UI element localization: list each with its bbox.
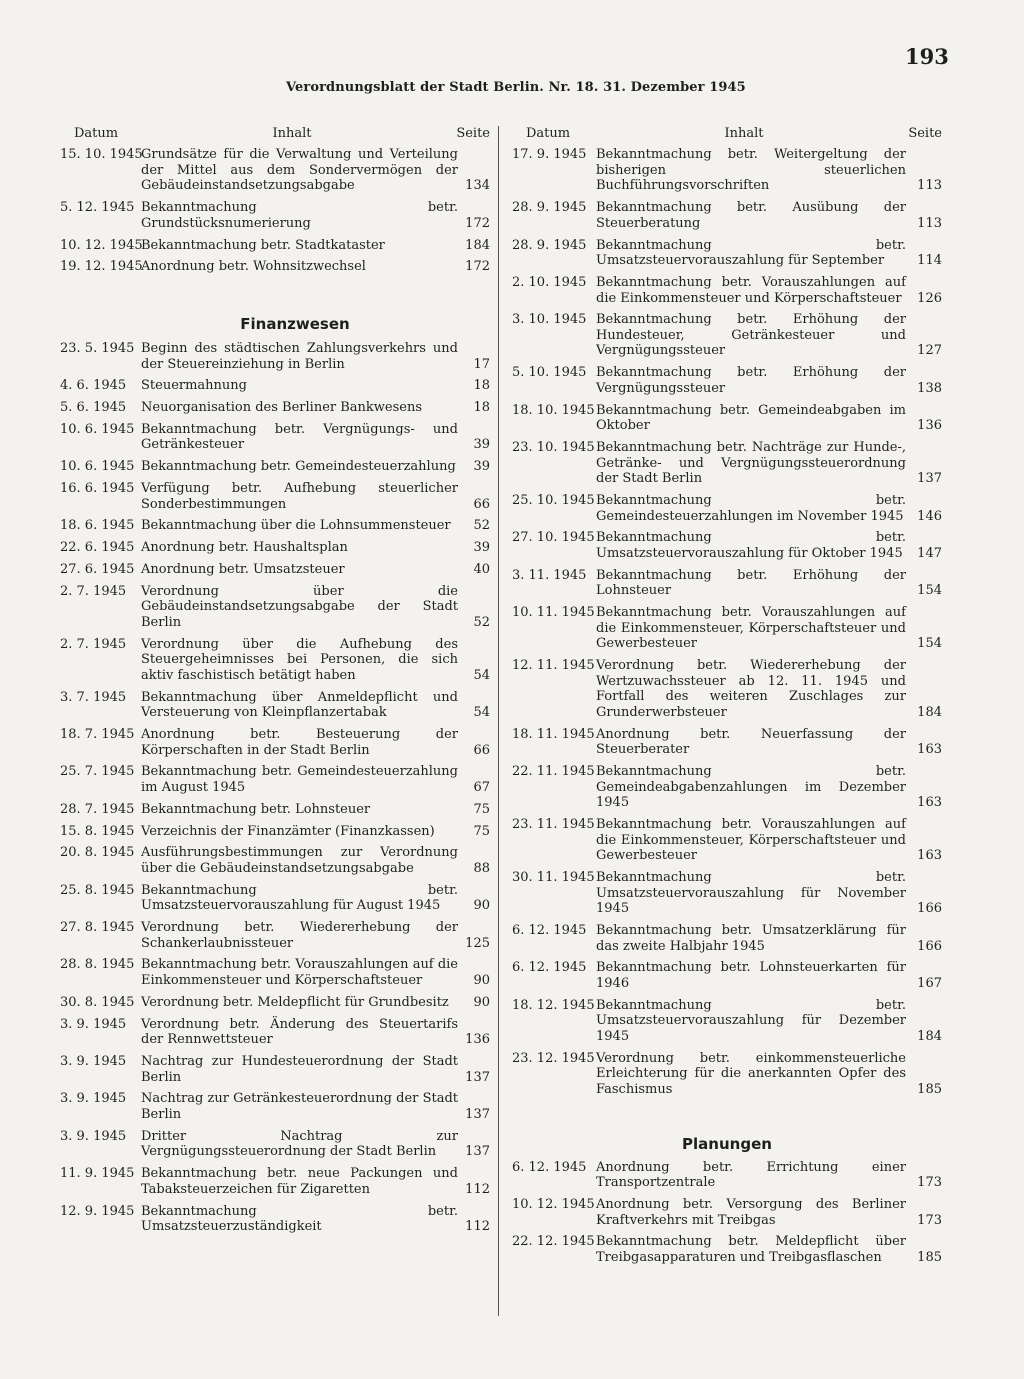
entry-date: 12. 9. 1945 (60, 1203, 135, 1219)
entry-date: 3. 9. 1945 (60, 1054, 127, 1069)
entry-text: Neuorganisation des Berliner Bankwesens (141, 400, 423, 416)
entry-text: Bekanntmachung betr. Gemeindesteuerzahlung im August 1945 (141, 764, 458, 795)
entry-page: 163 (917, 848, 942, 864)
entry-date: 22. 6. 1945 (60, 540, 135, 556)
entry-text: Verordnung betr. Änderung des Steuertarifs der Rennwettsteuer (141, 1016, 458, 1048)
index-entry (512, 275, 942, 306)
entry-date: 28. 8. 1945 (60, 957, 135, 973)
index-entry (60, 824, 490, 840)
index-entry (60, 995, 490, 1011)
left-entries-b (60, 341, 490, 1235)
index-entry (60, 259, 490, 275)
entry-date: 5. 6. 1945 (60, 400, 127, 416)
entry-text: Bekanntmachung betr. Lohnsteuerkarten für 1946 (596, 960, 906, 991)
entry-text: Bekanntmachung betr. Umsatzerklärung für das zweite Halbjahr 1945 (596, 922, 906, 954)
entry-date: 3. 10. 1945 (512, 312, 587, 328)
entry-text: Verordnung über die Gebäudeinstandsetzungsabgabe der Stadt Berlin (141, 583, 458, 630)
entry-page: 18 (473, 400, 490, 416)
entry-date: 18. 10. 1945 (512, 402, 595, 418)
entry-page: 18 (473, 378, 490, 394)
entry-page: 90 (473, 994, 490, 1010)
seite-header: Seite (908, 126, 942, 141)
entry-text: Bekanntmachung betr. Erhöhung der Vergnügungssteuer (596, 365, 906, 396)
entry-page: 154 (917, 583, 942, 599)
entry-text: Bekanntmachung betr. Gemeindeabgabenzahlungen im Dezember 1945 (596, 764, 906, 811)
index-entry (60, 584, 490, 631)
entry-date: 23. 12. 1945 (512, 1050, 595, 1066)
entry-page: 163 (917, 742, 942, 758)
entry-date: 3. 7. 1945 (60, 689, 127, 705)
entry-text: Anordnung betr. Besteuerung der Körperschaften in der Stadt Berlin (141, 727, 458, 758)
entry-date: 19. 12. 1945 (60, 259, 143, 275)
entry-text: Ausführungsbestimmungen zur Verordnung über die Gebäudeinstandsetzungsabgabe (141, 845, 458, 876)
inhalt-header: Inhalt (724, 126, 764, 141)
index-entry (512, 365, 942, 396)
entry-text: Bekanntmachung betr. Meldepflicht über Treibgasapparaturen und Treibgasflaschen (596, 1234, 906, 1265)
entry-date: 4. 6. 1945 (60, 378, 127, 394)
entry-text: Bekanntmachung betr. Umsatzsteuervorauszahlung für August 1945 (141, 882, 458, 914)
left-column (60, 122, 490, 1235)
entry-page: 185 (917, 1249, 942, 1265)
entry-page: 127 (917, 343, 942, 359)
entry-date: 6. 12. 1945 (512, 922, 587, 938)
entry-page: 167 (917, 975, 942, 991)
index-entry (60, 1129, 490, 1160)
entry-date: 10. 11. 1945 (512, 605, 595, 621)
left-column-header (60, 122, 490, 141)
entry-text: Grundsätze für die Verwaltung und Verteilung der Mittel aus dem Sondervermögen der Gebäudeinstandsetzungsabgabe (141, 147, 458, 194)
entry-date: 27. 6. 1945 (60, 561, 135, 577)
entry-page: 90 (473, 973, 490, 989)
index-entry (512, 200, 942, 231)
entry-page: 147 (917, 545, 942, 561)
entry-date: 10. 12. 1945 (60, 237, 143, 253)
entry-text: Bekanntmachung betr. Weitergeltung der bisherigen steuerlichen Buchführungsvorschriften (596, 147, 906, 194)
entry-date: 3. 9. 1945 (60, 1016, 127, 1032)
right-entries-b (512, 1160, 942, 1266)
index-entry (512, 998, 942, 1045)
entry-text: Dritter Nachtrag zur Vergnügungssteuerordnung der Stadt Berlin (141, 1128, 458, 1160)
entry-text: Steuermahnung (141, 378, 247, 394)
entry-text: Bekanntmachung über die Lohnsummensteuer (141, 518, 451, 534)
datum-header: Datum (73, 126, 119, 141)
index-entry (512, 764, 942, 811)
entry-text: Bekanntmachung betr. Nachträge zur Hunde-, Getränke- und Vergnügungssteuerordnung der Stadt Berlin (596, 440, 906, 487)
entry-page: 172 (465, 259, 490, 275)
page-number: 193 (905, 44, 949, 69)
index-entry (60, 238, 490, 254)
entry-date: 22. 11. 1945 (512, 764, 595, 779)
entry-page: 54 (473, 705, 490, 721)
entry-page: 113 (917, 215, 942, 231)
right-entries-a (512, 147, 942, 1097)
entry-date: 12. 11. 1945 (512, 658, 595, 674)
index-entry (512, 530, 942, 561)
entry-text: Bekanntmachung betr. Grundstücksnumerierung (141, 200, 458, 231)
entry-page: 90 (473, 898, 490, 914)
entry-date: 27. 10. 1945 (512, 530, 595, 546)
entry-date: 2. 7. 1945 (60, 636, 127, 652)
entry-page: 39 (473, 437, 490, 453)
right-column (512, 122, 942, 1266)
entry-text: Nachtrag zur Getränkesteuerordnung der Stadt Berlin (141, 1091, 458, 1122)
entry-page: 66 (473, 742, 490, 758)
entry-text: Anordnung betr. Neuerfassung der Steuerberater (596, 726, 906, 758)
index-entry (512, 870, 942, 917)
index-entry (512, 817, 942, 864)
index-entry (60, 459, 490, 475)
index-entry (60, 422, 490, 453)
index-entry (60, 1017, 490, 1048)
entry-text: Bekanntmachung betr. Umsatzsteuervorauszahlung für Oktober 1945 (596, 530, 906, 561)
index-entry (60, 957, 490, 988)
entry-text: Bekanntmachung betr. Gemeindeabgaben im Oktober (596, 402, 906, 434)
entry-page: 40 (473, 561, 490, 577)
entry-page: 75 (473, 823, 490, 839)
entry-date: 3. 11. 1945 (512, 567, 587, 583)
entry-date: 18. 6. 1945 (60, 518, 135, 534)
seite-header: Seite (456, 126, 490, 141)
entry-page: 75 (473, 801, 490, 817)
index-entry (512, 403, 942, 434)
index-entry (60, 562, 490, 578)
entry-date: 5. 10. 1945 (512, 365, 587, 381)
entry-text: Verzeichnis der Finanzämter (Finanzkassen) (141, 823, 435, 839)
entry-text: Bekanntmachung betr. Vorauszahlungen auf die Einkommensteuer, Körperschaftsteuer und Gewerbesteuer (596, 816, 906, 864)
index-entry (60, 920, 490, 951)
entry-text: Nachtrag zur Hundesteuerordnung der Stadt Berlin (141, 1054, 458, 1085)
entry-page: 172 (465, 215, 490, 231)
index-entry (60, 802, 490, 818)
entry-text: Bekanntmachung betr. Gemeindesteuerzahlungen im November 1945 (596, 492, 906, 524)
entry-date: 2. 7. 1945 (60, 583, 127, 599)
entry-text: Bekanntmachung betr. neue Packungen und Tabaksteuerzeichen für Zigaretten (141, 1166, 458, 1197)
running-title: Verordnungsblatt der Stadt Berlin. Nr. 18. 31. Dezember 1945 (286, 80, 746, 95)
entry-date: 28. 7. 1945 (60, 801, 135, 817)
entry-text: Bekanntmachung betr. Vorauszahlungen auf die Einkommensteuer und Körperschaftsteuer (141, 957, 458, 989)
index-entry (60, 1204, 490, 1235)
index-entry (512, 605, 942, 652)
entry-page: 126 (917, 290, 942, 306)
index-entry (512, 727, 942, 758)
entry-text: Bekanntmachung betr. Lohnsteuer (141, 801, 371, 817)
entry-date: 18. 12. 1945 (512, 997, 595, 1013)
entry-page: 114 (917, 253, 942, 269)
index-entry (60, 341, 490, 372)
entry-text: Bekanntmachung betr. Umsatzsteuerzuständigkeit (141, 1203, 458, 1235)
entry-date: 17. 9. 1945 (512, 147, 587, 163)
entry-date: 30. 11. 1945 (512, 869, 595, 885)
entry-text: Verfügung betr. Aufhebung steuerlicher Sonderbestimmungen (141, 481, 458, 512)
entry-page: 125 (465, 935, 490, 951)
entry-page: 136 (917, 418, 942, 434)
index-entry (60, 200, 490, 231)
index-entry (512, 923, 942, 954)
entry-text: Anordnung betr. Haushaltsplan (141, 540, 348, 556)
index-entry (512, 312, 942, 359)
index-entry (512, 1234, 942, 1265)
entry-text: Beginn des städtischen Zahlungsverkehrs und der Steuereinziehung in Berlin (141, 340, 458, 372)
entry-text: Bekanntmachung betr. Stadtkataster (141, 237, 385, 253)
entry-date: 3. 9. 1945 (60, 1128, 127, 1144)
entry-text: Anordnung betr. Wohnsitzwechsel (141, 259, 366, 275)
entry-text: Bekanntmachung betr. Erhöhung der Lohnsteuer (596, 567, 906, 599)
entry-text: Bekanntmachung über Anmeldepflicht und Versteuerung von Kleinpflanzertabak (141, 689, 458, 721)
entry-date: 30. 8. 1945 (60, 994, 135, 1010)
index-entry (60, 400, 490, 416)
entry-text: Bekanntmachung betr. Vorauszahlungen auf die Einkommensteuer, Körperschaftsteuer und Gewerbesteuer (596, 605, 906, 652)
section-title-planungen: Planungen (682, 1135, 772, 1154)
index-entry (512, 960, 942, 991)
entry-text: Bekanntmachung betr. Vorauszahlungen auf die Einkommensteuer und Körperschaftsteuer (596, 274, 906, 306)
entry-page: 137 (465, 1144, 490, 1160)
datum-header: Datum (525, 126, 571, 141)
entry-date: 6. 12. 1945 (512, 960, 587, 976)
entry-page: 184 (917, 704, 942, 720)
entry-page: 134 (465, 178, 490, 194)
entry-page: 112 (465, 1181, 490, 1197)
entry-date: 15. 8. 1945 (60, 823, 135, 839)
entry-page: 112 (465, 1219, 490, 1235)
index-entry (60, 1054, 490, 1085)
inhalt-header: Inhalt (272, 126, 312, 141)
entry-text: Verordnung betr. Meldepflicht für Grundbesitz (141, 994, 449, 1010)
entry-text: Bekanntmachung betr. Gemeindesteuerzahlung (141, 459, 456, 475)
entry-text: Bekanntmachung betr. Ausübung der Steuerberatung (596, 200, 906, 231)
index-entry (512, 658, 942, 720)
index-entry (60, 764, 490, 795)
entry-date: 10. 6. 1945 (60, 459, 135, 475)
entry-date: 25. 8. 1945 (60, 882, 135, 898)
index-entry (512, 1160, 942, 1191)
entry-page: 163 (917, 795, 942, 811)
entry-page: 166 (917, 938, 942, 954)
entry-date: 27. 8. 1945 (60, 920, 135, 936)
entry-text: Bekanntmachung betr. Umsatzsteuervorauszahlung für November 1945 (596, 869, 906, 917)
entry-text: Anordnung betr. Versorgung des Berliner Kraftverkehrs mit Treibgas (596, 1196, 906, 1228)
index-entry (512, 238, 942, 269)
index-entry (512, 1051, 942, 1098)
entry-page: 66 (473, 496, 490, 512)
index-entry (60, 481, 490, 512)
index-entry (512, 568, 942, 599)
entry-page: 137 (465, 1106, 490, 1122)
entry-page: 173 (917, 1175, 942, 1191)
entry-page: 113 (917, 178, 942, 194)
index-entry (512, 147, 942, 194)
entry-date: 10. 6. 1945 (60, 421, 135, 437)
entry-page: 17 (473, 356, 490, 372)
entry-page: 137 (465, 1069, 490, 1085)
column-divider (498, 126, 499, 1316)
entry-text: Verordnung betr. Wiedererhebung der Wertzuwachssteuer ab 12. 11. 1945 und Fortfall des weiteren Zuschlages zur Grunderwerbsteuer (596, 658, 906, 720)
entry-date: 22. 12. 1945 (512, 1234, 595, 1250)
entry-date: 18. 7. 1945 (60, 727, 135, 743)
entry-date: 28. 9. 1945 (512, 200, 587, 216)
entry-text: Verordnung betr. Wiedererhebung der Schankerlaubnissteuer (141, 920, 458, 951)
entry-text: Anordnung betr. Errichtung einer Transportzentrale (596, 1159, 906, 1191)
index-entry (60, 540, 490, 556)
entry-date: 10. 12. 1945 (512, 1196, 595, 1212)
index-entry (512, 493, 942, 524)
entry-text: Verordnung betr. einkommensteuerliche Erleichterung für die anerkannten Opfer des Faschismus (596, 1050, 906, 1097)
entry-page: 67 (473, 780, 490, 795)
entry-text: Bekanntmachung betr. Umsatzsteuervorauszahlung für September (596, 237, 906, 269)
entry-date: 25. 10. 1945 (512, 492, 595, 508)
index-entry (60, 147, 490, 194)
entry-text: Bekanntmachung betr. Erhöhung der Hundesteuer, Getränkesteuer und Vergnügungssteuer (596, 312, 906, 359)
entry-date: 5. 12. 1945 (60, 200, 135, 216)
entry-date: 6. 12. 1945 (512, 1159, 587, 1175)
section-title-finanzwesen: Finanzwesen (240, 314, 350, 333)
index-entry (60, 845, 490, 876)
entry-page: 154 (917, 636, 942, 652)
entry-date: 18. 11. 1945 (512, 726, 595, 742)
entry-text: Bekanntmachung betr. Umsatzsteuervorauszahlung für Dezember 1945 (596, 997, 906, 1044)
entry-date: 23. 10. 1945 (512, 440, 595, 455)
entry-date: 28. 9. 1945 (512, 237, 587, 253)
entry-page: 138 (917, 380, 942, 396)
entry-date: 16. 6. 1945 (60, 481, 135, 496)
entry-page: 185 (917, 1081, 942, 1097)
entry-page: 166 (917, 901, 942, 917)
entry-date: 23. 11. 1945 (512, 816, 595, 832)
index-entry (512, 1197, 942, 1228)
index-entry (60, 637, 490, 684)
entry-date: 23. 5. 1945 (60, 340, 135, 356)
entry-text: Verordnung über die Aufhebung des Steuergeheimnisses bei Personen, die sich aktiv faschistisch betätigt haben (141, 636, 458, 683)
right-column-header (512, 122, 942, 141)
entry-text: Bekanntmachung betr. Vergnügungs- und Getränkesteuer (141, 421, 458, 453)
entry-page: 173 (917, 1212, 942, 1228)
entry-date: 25. 7. 1945 (60, 764, 135, 780)
entry-date: 2. 10. 1945 (512, 274, 587, 290)
entry-date: 11. 9. 1945 (60, 1166, 135, 1182)
index-entry (60, 378, 490, 394)
entry-page: 39 (473, 540, 490, 556)
index-entry (60, 1091, 490, 1122)
entry-page: 52 (473, 518, 490, 534)
index-entry (60, 690, 490, 721)
entry-page: 184 (917, 1028, 942, 1044)
index-entry (512, 440, 942, 487)
index-entry (60, 518, 490, 534)
index-entry (60, 727, 490, 758)
entry-page: 136 (465, 1032, 490, 1048)
entry-page: 146 (917, 508, 942, 524)
entry-page: 54 (473, 667, 490, 683)
entry-page: 184 (465, 237, 490, 253)
left-entries-a (60, 147, 490, 275)
entry-page: 88 (473, 860, 490, 876)
entry-page: 52 (473, 614, 490, 630)
entry-text: Anordnung betr. Umsatzsteuer (141, 561, 345, 577)
entry-date: 20. 8. 1945 (60, 845, 135, 861)
entry-date: 15. 10. 1945 (60, 147, 143, 163)
entry-page: 39 (473, 459, 490, 475)
entry-date: 3. 9. 1945 (60, 1091, 127, 1107)
index-entry (60, 1166, 490, 1197)
index-entry (60, 883, 490, 914)
entry-page: 137 (917, 471, 942, 487)
